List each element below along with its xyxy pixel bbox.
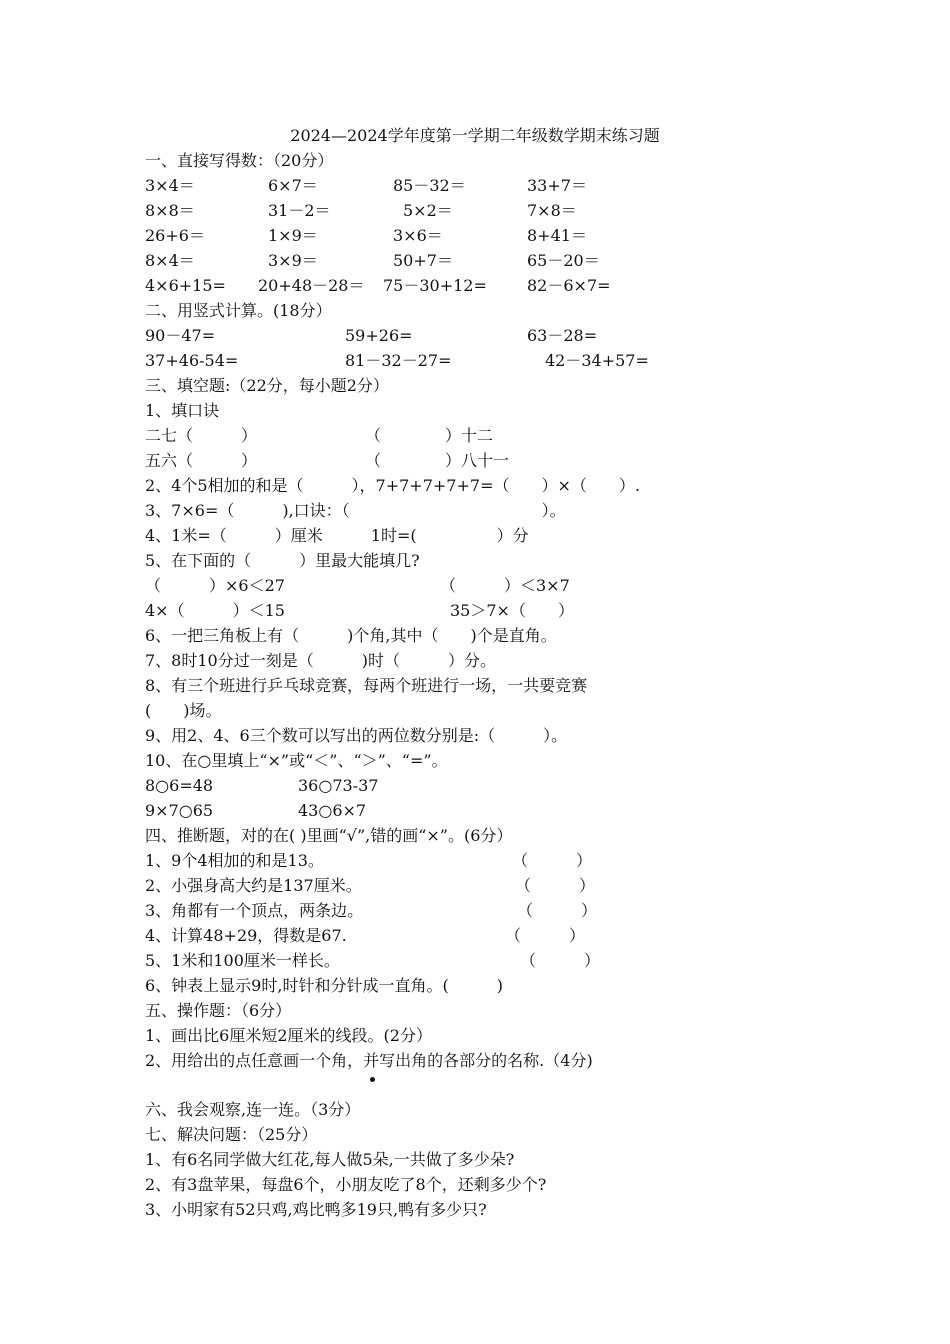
fill-question: （ ）×6＜27 — [145, 576, 285, 595]
fill-question: 9、用2、4、6三个数可以写出的两位数分别是:（ ）。 — [145, 726, 568, 745]
judge-question: 5、1米和100厘米一样长。 — [145, 951, 340, 970]
vertical-calc-item: 42－34+57= — [545, 351, 649, 370]
judge-answer-blank: （ ） — [515, 876, 596, 895]
oral-calc-item: 26+6＝ — [145, 226, 205, 245]
oral-calc-item: 50+7＝ — [393, 251, 453, 270]
fill-question: 7、8时10分过一刻是（ )时（ ）分。 — [145, 651, 496, 670]
oral-calc-item: 1×9＝ — [268, 226, 318, 245]
oral-calc-item: 20+48－28＝ — [258, 276, 365, 295]
judge-answer-blank: （ ） — [520, 951, 601, 970]
fill-question: ( )场。 — [145, 701, 222, 720]
oral-calc-item: 6×7＝ — [268, 176, 318, 195]
compare-item: 43○6×7 — [298, 801, 367, 820]
oral-calc-item: 65－20＝ — [527, 251, 600, 270]
fill-question: 二七（ ） — [145, 426, 258, 445]
compare-item: 9×7○65 — [145, 801, 214, 820]
given-point-dot — [370, 1077, 375, 1082]
fill-question: 35＞7×（ ） — [450, 601, 574, 620]
word-problem: 3、小明家有52只鸡,鸡比鸭多19只,鸭有多少只? — [145, 1200, 487, 1219]
fill-question: 5、在下面的（ ）里最大能填几? — [145, 551, 420, 570]
oral-calc-item: 3×9＝ — [268, 251, 318, 270]
fill-question: 1、填口诀 — [145, 401, 220, 420]
oral-calc-item: 75－30+12= — [383, 276, 487, 295]
fill-question: 4、1米=（ ）厘米 1时=( ）分 — [145, 526, 529, 545]
section4-heading: 四、推断题，对的在( )里画“√”,错的画“×”。(6分） — [145, 826, 513, 845]
operation-question: 1、画出比6厘米短2厘米的线段。(2分） — [145, 1026, 432, 1045]
fill-question: （ ）八十一 — [365, 451, 510, 470]
judge-question: 3、角都有一个顶点，两条边。 — [145, 901, 364, 920]
word-problem: 1、有6名同学做大红花,每人做5朵,一共做了多少朵? — [145, 1150, 515, 1169]
oral-calc-item: 3×4＝ — [145, 176, 195, 195]
oral-calc-item: 31－2＝ — [268, 201, 331, 220]
oral-calc-item: 33+7＝ — [527, 176, 587, 195]
oral-calc-item: 82－6×7= — [527, 276, 611, 295]
judge-answer-blank: （ ） — [505, 926, 586, 945]
fill-question: 3、7×6=（ ),口诀：（ ）。 — [145, 501, 566, 520]
section3-heading: 三、填空题:（22分，每小题2分） — [145, 376, 389, 395]
compare-item: 8○6=48 — [145, 776, 214, 795]
section7-heading: 七、解决问题：（25分） — [145, 1125, 318, 1144]
judge-question: 1、9个4相加的和是13。 — [145, 851, 324, 870]
fill-question: （ ）十二 — [365, 426, 494, 445]
oral-calc-item: 8×8＝ — [145, 201, 195, 220]
vertical-calc-item: 81－32－27= — [345, 351, 452, 370]
vertical-calc-item: 59+26= — [345, 326, 413, 345]
vertical-calc-item: 63－28= — [527, 326, 598, 345]
oral-calc-item: 85－32＝ — [393, 176, 466, 195]
compare-item: 36○73-37 — [298, 776, 379, 795]
oral-calc-item: 8+41＝ — [527, 226, 587, 245]
judge-answer-blank: （ ） — [517, 901, 598, 920]
section5-heading: 五、操作题：（6分） — [145, 1001, 292, 1020]
page-title: 2024—2024学年度第一学期二年级数学期末练习题 — [290, 126, 660, 145]
judge-answer-blank: （ ） — [512, 851, 593, 870]
fill-question: 2、4个5相加的和是（ ），7+7+7+7+7=（ ）×（ ）. — [145, 476, 640, 495]
section2-heading: 二、用竖式计算。(18分） — [145, 301, 332, 320]
oral-calc-item: 4×6+15= — [145, 276, 226, 295]
fill-question: 8、有三个班进行乒乓球竞赛，每两个班进行一场，一共要竞赛 — [145, 676, 588, 695]
word-problem: 2、有3盘苹果，每盘6个，小朋友吃了8个，还剩多少个? — [145, 1175, 547, 1194]
section6-heading: 六、我会观察,连一连。（3分） — [145, 1100, 361, 1119]
fill-question: 五六（ ） — [145, 451, 258, 470]
fill-question: （ ）＜3×7 — [440, 576, 570, 595]
oral-calc-item: 5×2＝ — [403, 201, 453, 220]
fill-question: 6、一把三角板上有（ )个角,其中（ )个是直角。 — [145, 626, 557, 645]
vertical-calc-item: 90－47= — [145, 326, 216, 345]
oral-calc-item: 8×4＝ — [145, 251, 195, 270]
judge-question: 4、计算48+29，得数是67. — [145, 926, 347, 945]
section1-heading: 一、直接写得数：（20分） — [145, 151, 334, 170]
oral-calc-item: 3×6＝ — [393, 226, 443, 245]
vertical-calc-item: 37+46-54= — [145, 351, 239, 370]
fill-question: 10、在○里填上“×”或“＜”、“＞”、“=”。 — [145, 751, 448, 770]
operation-question: 2、用给出的点任意画一个角，并写出角的各部分的名称.（4分) — [145, 1051, 593, 1070]
judge-question: 2、小强身高大约是137厘米。 — [145, 876, 362, 895]
fill-question: 4×（ ）＜15 — [145, 601, 285, 620]
oral-calc-item: 7×8＝ — [527, 201, 577, 220]
judge-question: 6、钟表上显示9时,时针和分针成一直角。( ) — [145, 976, 503, 995]
